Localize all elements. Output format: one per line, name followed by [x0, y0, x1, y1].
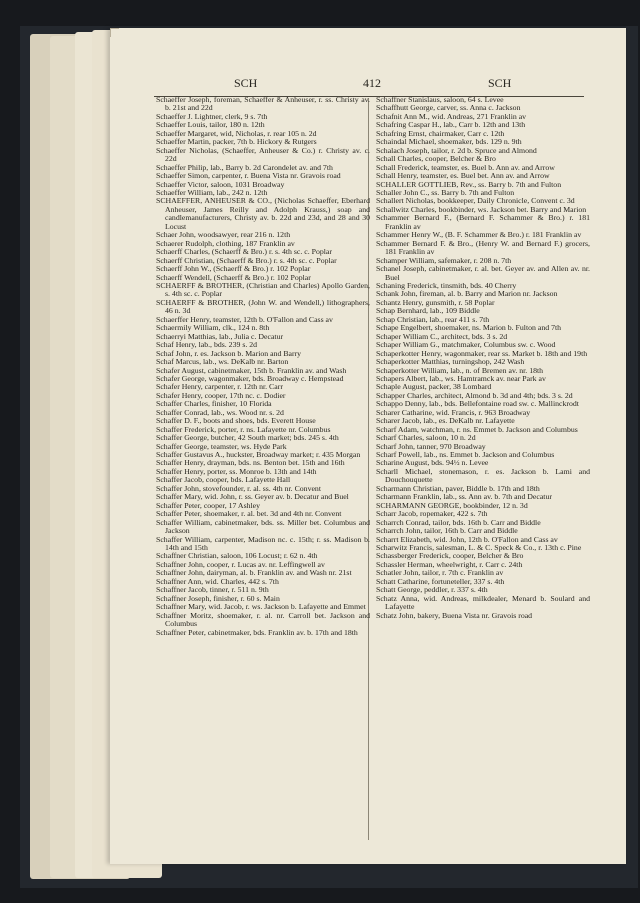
directory-entry: Schaf Henry, lab., bds. 239 s. 2d: [156, 340, 258, 350]
directory-entry: Schaffer Henry, drayman, bds. ns. Benton bet. 15th and 16th: [156, 458, 345, 468]
directory-entry: Schaffner Stanislaus, saloon, 64 s. Levee: [376, 96, 504, 104]
directory-entry: SCHAEFFER, ANHEUSER & CO., (Nicholas Schaeffer, Eberhard Anheuser, James Reilly and Adolph Krauss,) soap and candlemanufacturers, Christy av. b. 22d and 23d, and 28 and 30 Locust: [156, 196, 370, 231]
directory-entry: Schaerff Charles, (Schaerff & Bro.) r. s. 4th sc. c. Poplar: [156, 247, 332, 257]
directory-entry: Schalach Joseph, tailor, r. 2d b. Spruce and Almond: [376, 145, 537, 155]
directory-entry: Schaperkotter Henry, wagonmaker, rear ss. Market b. 18th and 19th: [376, 348, 588, 358]
directory-entry: Schaffner John, cooper, r. Lucas av. nr. Leffingwell av: [156, 559, 325, 569]
directory-page: [110, 28, 626, 864]
directory-entry: Scharrch Conrad, tailor, bds. 16th b. Carr and Biddle: [376, 517, 541, 527]
directory-entry: Schaller John C., ss. Barry b. 7th and Fulton: [376, 187, 515, 197]
directory-entry: Scharll Michael, stonemason, r. es. Jackson b. Lami and Douchouquette: [376, 466, 590, 485]
directory-entry: Schap Christian, lab., rear 411 s. 7th: [376, 314, 490, 324]
directory-entry: Schap Bernhard, lab., 109 Biddle: [376, 306, 480, 316]
directory-entry: Schallwitz Charles, bookbinder, ws. Jackson bet. Barry and Marion: [376, 204, 587, 214]
directory-entry: Scharine August, bds. 94½ n. Levee: [376, 458, 489, 468]
directory-entry: Schassler Herman, wheelwright, r. Carr c. 24th: [376, 559, 523, 569]
directory-entry: Schaffer Frederick, porter, r. ns. Lafayette nr. Columbus: [156, 424, 331, 434]
page-number: 412: [363, 76, 381, 90]
directory-entry: Schaffner John, dairyman, al. b. Franklin av. and Wash nr. 21st: [156, 568, 352, 578]
directory-entry: Schaffer Peter, shoemaker, r. al. bet. 3d and 4th nr. Convent: [156, 509, 342, 519]
directory-entry: Schaperkotter William, lab., n. of Bremen av. nr. 18th: [376, 365, 544, 375]
directory-entry: Schaeffer Philip, lab., Barry b. 2d Carondelet av. and 7th: [156, 162, 333, 172]
directory-entry: Schaermily William, clk., 124 n. 8th: [156, 323, 270, 333]
directory-entry: Schaindal Michael, shoemaker, bds. 129 n. 9th: [376, 137, 522, 147]
directory-entry: Schaffner Ann, wid. Charles, 442 s. 7th: [156, 576, 279, 586]
directory-entry: Schapers Albert, lab., ws. Hamtramck av. near Park av: [376, 373, 546, 383]
directory-entry: Schassberger Frederick, cooper, Belcher & Bro: [376, 551, 524, 561]
page-corner: [110, 28, 119, 37]
directory-entry: Schank John, fireman, al. b. Barry and Marion nr. Jackson: [376, 289, 558, 299]
directory-entry: SCHAERFF & BROTHER, (John W. and Wendell,) lithographers, 46 n. 3d: [156, 297, 370, 316]
directory-entry: Schanel Joseph, cabinetmaker, r. al. bet. Geyer av. and Allen av. nr. Buel: [376, 264, 590, 282]
directory-entry: Schaffner Moritz, shoemaker, r. al. nr. Carroll bet. Jackson and Columbus: [156, 610, 370, 629]
directory-entry: Schaffer Gustavus A., huckster, Broadway market; r. 435 Morgan: [156, 450, 361, 460]
left-column: [156, 96, 370, 842]
directory-entry: Scharer Catharine, wid. Francis, r. 963 Broadway: [376, 407, 531, 417]
directory-entry: Scharmann Christian, paver, Biddle b. 17th and 18th: [376, 483, 540, 493]
directory-entry: Scharrch John, tailor, 16th b. Carr and Biddle: [376, 526, 518, 536]
directory-entry: Schammer Bernard F., (Bernard F. Schammer & Bro.) r. 181 Franklin av: [376, 213, 590, 231]
directory-entry: Schaffer William, cabinetmaker, bds. ss. Miller bet. Columbus and Jackson: [156, 517, 370, 536]
directory-entry: Schall Charles, cooper, Belcher & Bro: [376, 154, 496, 164]
directory-entry: Schamper William, safemaker, r. 208 n. 7th: [376, 255, 512, 265]
directory-entry: Schaerryi Matthias, lab., Julia c. Decatur: [156, 331, 284, 341]
directory-entry: Schafring Ernst, chairmaker, Carr c. 12th: [376, 128, 505, 138]
directory-entry: Schaffer Jacob, cooper, bds. Lafayette Hall: [156, 475, 291, 485]
directory-entry: Schaffer Charles, finisher, 10 Florida: [156, 399, 272, 409]
directory-entry: Schaffer George, butcher, 42 South market; bds. 245 s. 4th: [156, 433, 339, 443]
directory-entry: SCHALLER GOTTLIEB, Rev., ss. Barry b. 7th and Fulton: [376, 179, 562, 189]
directory-entry: Schammer Henry W., (B. F. Schammer & Bro.) r. 181 Franklin av: [376, 230, 582, 240]
directory-entry: Schaer John, woodsawyer, rear 216 n. 12th: [156, 230, 291, 240]
directory-entry: Schafer Henry, carpenter, r. 12th nr. Carr: [156, 382, 283, 392]
directory-entry: Scharwitz Francis, salesman, L. & C. Speck & Co., r. 13th c. Pine: [376, 543, 582, 553]
directory-entry: Schaeffer Margaret, wid, Nicholas, r. rear 105 n. 2d: [156, 128, 317, 138]
directory-entry: Schall Frederick, teamster, es. Buel b. Ann av. and Arrow: [376, 162, 555, 172]
header-left-word: SCH: [234, 76, 258, 90]
directory-entry: Schapper Charles, architect, Almond b. 3d and 4th; bds. 3 s. 2d: [376, 390, 573, 400]
directory-entry: Scharer Jacob, lab., es. DeKalb nr. Lafayette: [376, 416, 515, 426]
directory-entry: Schaeffer Victor, saloon, 1031 Broadway: [156, 179, 285, 189]
directory-entry: Schaeffer Martin, packer, 7th b. Hickory & Rutgers: [156, 137, 317, 147]
directory-entry: Schaerff John W., (Schaerff & Bro.) r. 102 Poplar: [156, 264, 311, 274]
directory-entry: Schaeffer Simon, carpenter, r. Buena Vista nr. Gravois road: [156, 171, 341, 181]
directory-entry: Schappo Denny, lab., bds. Bellefontaine road sw. c. Mallinckrodt: [376, 399, 579, 409]
directory-entry: SCHAERFF & BROTHER, (Christian and Charles) Apollo Garden, s. 4th sc. c. Poplar: [156, 280, 370, 299]
page-header: [110, 76, 626, 90]
directory-entry: Schaffner Joseph, finisher, r. 60 s. Main: [156, 593, 280, 603]
directory-entry: Schafring Caspar H., lab., Carr b. 12th and 13th: [376, 120, 526, 130]
directory-entry: Schaerff Christian, (Schaerff & Bro.) r. s. 4th sc. c. Poplar: [156, 255, 337, 265]
directory-entry: Schaffner Peter, cabinetmaker, bds. Franklin av. b. 17th and 18th: [156, 627, 358, 637]
directory-entry: Schatz Anna, wid. Andreas, milkdealer, Menard b. Soulard and Lafayette: [376, 593, 590, 612]
directory-entry: Schafer Henry, cooper, 17th nc. c. Dodier: [156, 390, 286, 400]
directory-entry: Schaffhutt George, carver, ss. Anna c. Jackson: [376, 103, 521, 113]
directory-entry: Schaffer D. F., boots and shoes, bds. Everett House: [156, 416, 316, 426]
directory-entry: Schaeffer Joseph, foreman, Schaeffer & Anheuser, r. ss. Christy av. b. 21st and 22d: [156, 96, 370, 113]
directory-entry: Schape Engelbert, shoemaker, ns. Marion b. Fulton and 7th: [376, 323, 562, 333]
directory-entry: Schaeffer Louis, tailor, 180 n. 12th: [156, 120, 265, 130]
directory-entry: Schaffer Peter, cooper, 17 Ashley: [156, 500, 261, 510]
directory-entry: Scharmann Franklin, lab., ss. Ann av. b. 7th and Decatur: [376, 492, 552, 502]
directory-entry: Schafnit Ann M., wid. Andreas, 271 Franklin av: [376, 111, 527, 121]
directory-entry: Schaf Marcus, lab., ws. DeKalb nr. Barton: [156, 357, 289, 367]
directory-entry: Schaffer Conrad, lab., ws. Wood nr. s. 2d: [156, 407, 284, 417]
directory-entry: Schaffer Henry, porter, ss. Monroe b. 13th and 14th: [156, 466, 317, 476]
directory-entry: Scharf Powell, lab., ns. Emmet b. Jackson and Columbus: [376, 450, 555, 460]
directory-entry: Schantz Henry, gunsmith, r. 58 Poplar: [376, 297, 495, 307]
directory-entry: Schaffner Mary, wid. Jacob, r. ws. Jackson b. Lafayette and Emmet: [156, 602, 366, 612]
directory-entry: Schaerffer Henry, teamster, 12th b. O'Fallon and Cass av: [156, 314, 333, 324]
directory-entry: Schatler John, tailor, r. 7th c. Franklin av: [376, 568, 504, 578]
directory-entry: Schaning Frederick, tinsmith, bds. 40 Cherry: [376, 280, 517, 290]
directory-entry: Schatz John, bakery, Buena Vista nr. Gravois road: [376, 610, 533, 620]
right-column: [376, 96, 590, 842]
directory-entry: Schaffer Mary, wid. John, r. ss. Geyer av. b. Decatur and Buel: [156, 492, 349, 502]
directory-entry: Schaf John, r. es. Jackson b. Marion and Barry: [156, 348, 302, 358]
directory-entry: Schammer Bernard F. & Bro., (Henry W. and Bernard F.) grocers, 181 Franklin av: [376, 238, 590, 257]
directory-entry: Schaerer Rudolph, clothing, 187 Franklin av: [156, 238, 295, 248]
directory-entry: Scharf John, tanner, 970 Broadway: [376, 441, 486, 451]
directory-entry: Schaffer George, teamster, ws. Hyde Park: [156, 441, 287, 451]
directory-entry: Schaffer John, stovefounder, r. al. ss. 4th nr. Convent: [156, 483, 321, 493]
directory-entry: Schaffner Christian, saloon, 106 Locust; r. 62 n. 4th: [156, 551, 318, 561]
directory-entry: Schaper William G., matchmaker, Columbus sw. c. Wood: [376, 340, 556, 350]
header-right-word: SCH: [488, 76, 512, 90]
directory-entry: SCHARMANN GEORGE, bookbinder, 12 n. 3d: [376, 500, 528, 510]
directory-entry: Schatt Catharine, fortuneteller, 337 s. 4th: [376, 576, 505, 586]
directory-entry: Schafer George, wagonmaker, bds. Broadway c. Hempstead: [156, 373, 344, 383]
directory-entry: Scharrt Elizabeth, wid. John, 12th b. O'Fallon and Cass av: [376, 534, 558, 544]
directory-entry: Scharr Jacob, ropemaker, 422 s. 7th: [376, 509, 488, 519]
directory-entry: Schaeffer Nicholas, (Schaeffer, Anheuser & Co.) r. Christy av. c. 22d: [156, 145, 370, 164]
directory-entry: Schaffer William, carpenter, Madison nc. c. 15th; r. ss. Madison b. 14th and 15th: [156, 534, 370, 553]
directory-entry: Scharf Adam, watchman, r. ns. Emmet b. Jackson and Columbus: [376, 424, 578, 434]
directory-entry: Schaple August, packer, 38 Lombard: [376, 382, 492, 392]
directory-entry: Schaffner Jacob, tinner, r. 511 n. 9th: [156, 585, 269, 595]
directory-entry: Schall Henry, teamster, es. Buel bet. Ann av. and Arrow: [376, 171, 550, 181]
directory-entry: Schaeffer J. Lightner, clerk, 9 s. 7th: [156, 111, 268, 121]
directory-entry: Schaeffer William, lab., 242 n. 12th: [156, 187, 268, 197]
directory-entry: Schafer August, cabinetmaker, 15th b. Franklin av. and Wash: [156, 365, 347, 375]
directory-entry: Schaperkotter Matthias, turningshop, 242 Wash: [376, 357, 525, 367]
directory-entry: Schaper William C., architect, bds. 3 s. 2d: [376, 331, 508, 341]
directory-entry: Schaerff Wendell, (Schaerff & Bro.) r. 102 Poplar: [156, 272, 311, 282]
directory-entry: Scharf Charles, saloon, 10 n. 2d: [376, 433, 476, 443]
directory-entry: Schallert Nicholas, bookkeeper, Daily Chronicle, Convent c. 3d: [376, 196, 575, 206]
directory-entry: Schatt George, peddler, r. 337 s. 4th: [376, 585, 488, 595]
